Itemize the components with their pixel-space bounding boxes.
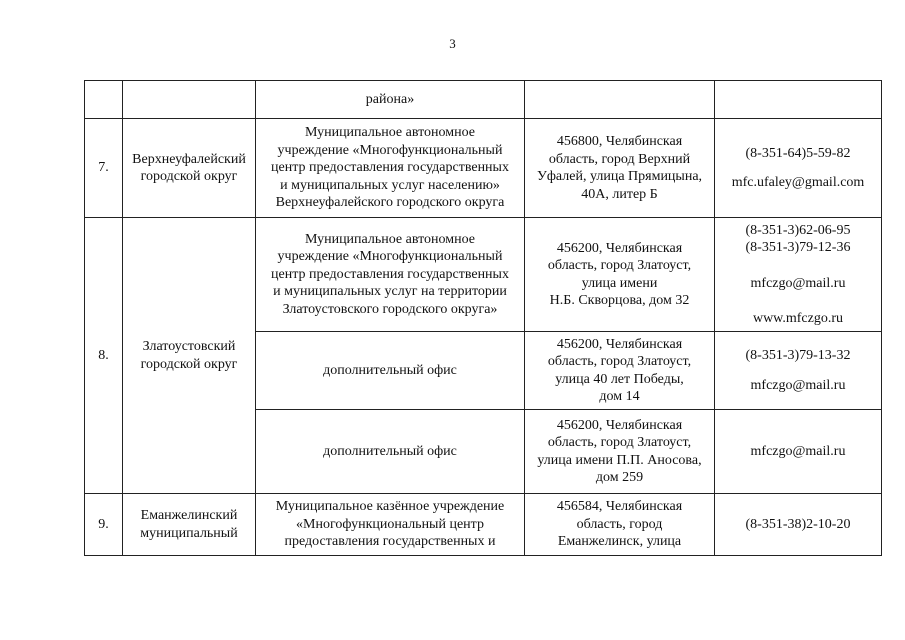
table-row — [85, 119, 882, 218]
address-text: 456200, Челябинская область, город Златоуст, улица 40 лет Победы, дом 14 — [547, 336, 692, 404]
address-cell — [525, 332, 715, 410]
address-text: 456584, Челябинская область, город Еманжелинск, улица — [556, 499, 683, 550]
address-text: 456200, Челябинская область, город Златоуст, улица имени Н.Б. Скворцова, дом 32 — [547, 240, 692, 308]
address-cell — [525, 119, 715, 218]
table-row — [85, 218, 882, 332]
municipality-cell — [123, 119, 256, 218]
phone-text: (8-351-38)2-10-20 — [745, 516, 851, 532]
municipality-cell — [123, 494, 256, 556]
email-text: mfczgo@mail.ru — [750, 443, 846, 459]
organization-text: района» — [365, 91, 415, 107]
page-number: 3 — [449, 36, 456, 51]
email-text: mfc.ufaley@gmail.com — [731, 175, 865, 190]
organization-text: дополнительный офис — [323, 362, 457, 378]
address-cell — [525, 81, 715, 119]
email-text: mfczgo@mail.ru — [750, 377, 846, 393]
contacts-cell — [715, 494, 882, 556]
contacts-cell — [715, 410, 882, 494]
contacts-cell — [715, 81, 882, 119]
phone-text: (8-351-3)79-12-36 — [745, 240, 851, 255]
organization-text: дополнительный офис — [323, 443, 457, 459]
phone-text: (8-351-3)62-06-95 — [745, 222, 851, 238]
number-cell — [85, 81, 123, 119]
row-number: 8. — [98, 347, 109, 363]
phone-text: (8-351-3)79-13-32 — [745, 348, 851, 363]
row-number: 7. — [98, 160, 109, 176]
number-cell — [85, 494, 123, 556]
email-text: mfczgo@mail.ru — [750, 275, 846, 291]
address-cell — [525, 410, 715, 494]
table-row — [85, 494, 882, 556]
organization-cell — [256, 332, 525, 410]
organization-cell — [256, 119, 525, 218]
organization-cell — [256, 494, 525, 556]
row-number: 9. — [98, 516, 109, 532]
municipality-name: Златоустовский городской округ — [140, 339, 238, 372]
contacts-cell — [715, 119, 882, 218]
contacts-cell — [715, 218, 882, 332]
number-cell — [85, 119, 123, 218]
phone-text: (8-351-64)5-59-82 — [745, 145, 851, 161]
municipality-name: Еманжелинский муниципальный — [140, 508, 238, 541]
organization-cell — [256, 410, 525, 494]
address-text: 456800, Челябинская область, город Верхний Уфалей, улица Прямицына, 40А, литер Б — [536, 134, 703, 202]
contacts-cell — [715, 332, 882, 410]
organization-cell — [256, 81, 525, 119]
number-cell — [85, 218, 123, 494]
municipality-cell — [123, 81, 256, 119]
address-cell — [525, 494, 715, 556]
organization-text: Муниципальное автономное учреждение «Многофункциональный центр предоставления государственных и муниципальных услуг на территории Златоустовского городского округа» — [271, 231, 509, 317]
organization-cell — [256, 218, 525, 332]
website-text: www.mfczgo.ru — [752, 311, 844, 326]
table-row — [85, 81, 882, 119]
organization-text: Муниципальное автономное учреждение «Многофункциональный центр предоставления государственных и муниципальных услуг населению» Верхнеуфалейского городского округа — [271, 125, 509, 211]
organization-text: Муниципальное казённое учреждение «Многофункциональный центр предоставления государственных и — [275, 499, 505, 550]
address-text: 456200, Челябинская область, город Златоуст, улица имени П.П. Аносова, дом 259 — [537, 417, 702, 485]
municipality-cell — [123, 218, 256, 494]
address-cell — [525, 218, 715, 332]
mfc-registry-table — [84, 80, 882, 556]
municipality-name: Верхнеуфалейский городской округ — [132, 151, 246, 184]
